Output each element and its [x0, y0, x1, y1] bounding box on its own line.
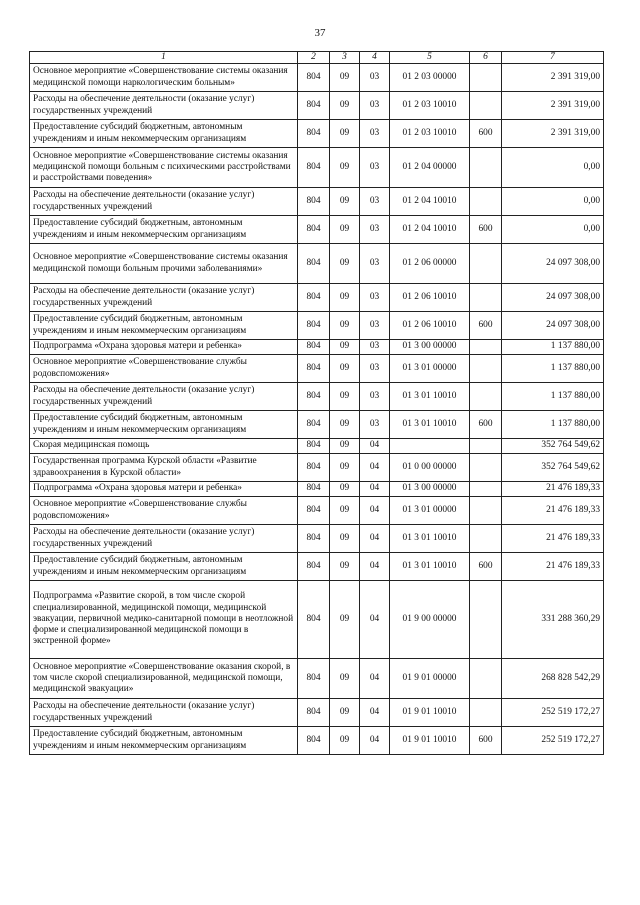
row-type-cell — [470, 148, 502, 188]
row-subsection-cell: 04 — [360, 699, 390, 727]
row-sum-cell: 0,00 — [502, 216, 604, 244]
row-subsection-cell: 03 — [360, 355, 390, 383]
table-row — [30, 581, 604, 659]
column-header-name: 1 — [30, 52, 298, 64]
row-type-cell — [470, 497, 502, 525]
row-sum-cell: 2 391 319,00 — [502, 120, 604, 148]
row-name-cell: Скорая медицинская помощь — [30, 439, 298, 454]
row-type-cell: 600 — [470, 120, 502, 148]
row-ministry-cell: 804 — [298, 497, 330, 525]
row-section-cell: 09 — [330, 439, 360, 454]
row-target-cell: 01 2 06 10010 — [390, 312, 470, 340]
row-subsection-cell: 03 — [360, 92, 390, 120]
row-target-cell: 01 0 00 00000 — [390, 454, 470, 482]
table-row — [30, 216, 604, 244]
row-sum-cell: 252 519 172,27 — [502, 727, 604, 755]
row-target-cell: 01 3 01 00000 — [390, 497, 470, 525]
row-sum-cell: 0,00 — [502, 148, 604, 188]
row-section-cell: 09 — [330, 482, 360, 497]
row-name-cell: Подпрограмма «Охрана здоровья матери и ребенка» — [30, 340, 298, 355]
row-sum-cell: 21 476 189,33 — [502, 482, 604, 497]
row-ministry-cell: 804 — [298, 64, 330, 92]
row-ministry-cell: 804 — [298, 148, 330, 188]
row-section-cell: 09 — [330, 355, 360, 383]
row-subsection-cell: 03 — [360, 244, 390, 284]
row-subsection-cell: 03 — [360, 216, 390, 244]
column-header-subsection: 4 — [360, 52, 390, 64]
row-type-cell — [470, 284, 502, 312]
row-sum-cell: 268 828 542,29 — [502, 659, 604, 699]
row-sum-cell: 2 391 319,00 — [502, 64, 604, 92]
row-target-cell: 01 9 01 00000 — [390, 659, 470, 699]
row-name-cell: Расходы на обеспечение деятельности (оказание услуг) государственных учреждений — [30, 188, 298, 216]
row-type-cell — [470, 659, 502, 699]
row-ministry-cell: 804 — [298, 244, 330, 284]
row-target-cell: 01 2 06 10010 — [390, 284, 470, 312]
row-ministry-cell: 804 — [298, 284, 330, 312]
row-subsection-cell: 03 — [360, 188, 390, 216]
row-sum-cell: 252 519 172,27 — [502, 699, 604, 727]
table-row — [30, 699, 604, 727]
table-row — [30, 727, 604, 755]
row-target-cell: 01 2 04 10010 — [390, 188, 470, 216]
row-name-cell: Предоставление субсидий бюджетным, автономным учреждениям и иным некоммерческим организациям — [30, 216, 298, 244]
row-section-cell: 09 — [330, 244, 360, 284]
row-sum-cell: 24 097 308,00 — [502, 284, 604, 312]
row-sum-cell: 1 137 880,00 — [502, 340, 604, 355]
row-section-cell: 09 — [330, 553, 360, 581]
row-ministry-cell: 804 — [298, 482, 330, 497]
row-type-cell — [470, 188, 502, 216]
row-ministry-cell: 804 — [298, 581, 330, 659]
row-target-cell: 01 9 01 10010 — [390, 727, 470, 755]
row-ministry-cell: 804 — [298, 216, 330, 244]
row-sum-cell: 24 097 308,00 — [502, 312, 604, 340]
row-ministry-cell: 804 — [298, 454, 330, 482]
table-row — [30, 312, 604, 340]
row-ministry-cell: 804 — [298, 727, 330, 755]
row-target-cell: 01 9 01 10010 — [390, 699, 470, 727]
row-subsection-cell: 04 — [360, 553, 390, 581]
row-type-cell — [470, 64, 502, 92]
table-row — [30, 497, 604, 525]
row-subsection-cell: 03 — [360, 148, 390, 188]
row-target-cell: 01 3 00 00000 — [390, 340, 470, 355]
row-section-cell: 09 — [330, 699, 360, 727]
row-target-cell: 01 2 03 00000 — [390, 64, 470, 92]
row-subsection-cell: 03 — [360, 411, 390, 439]
table-row — [30, 244, 604, 284]
row-name-cell: Основное мероприятие «Совершенствование оказания скорой, в том числе скорой специализированной, медицинской помощи, медицинской эвакуации» — [30, 659, 298, 699]
row-type-cell — [470, 355, 502, 383]
row-subsection-cell: 04 — [360, 525, 390, 553]
row-name-cell: Основное мероприятие «Совершенствование службы родовспоможения» — [30, 497, 298, 525]
row-section-cell: 09 — [330, 188, 360, 216]
row-ministry-cell: 804 — [298, 439, 330, 454]
row-section-cell: 09 — [330, 64, 360, 92]
row-section-cell: 09 — [330, 92, 360, 120]
row-target-cell: 01 9 00 00000 — [390, 581, 470, 659]
row-name-cell: Расходы на обеспечение деятельности (оказание услуг) государственных учреждений — [30, 383, 298, 411]
row-sum-cell: 21 476 189,33 — [502, 553, 604, 581]
row-sum-cell: 0,00 — [502, 188, 604, 216]
row-type-cell — [470, 482, 502, 497]
row-name-cell: Расходы на обеспечение деятельности (оказание услуг) государственных учреждений — [30, 699, 298, 727]
column-header-ministry: 2 — [298, 52, 330, 64]
table-row — [30, 92, 604, 120]
row-ministry-cell: 804 — [298, 92, 330, 120]
table-row — [30, 525, 604, 553]
row-subsection-cell: 04 — [360, 497, 390, 525]
column-header-type: 6 — [470, 52, 502, 64]
table-row — [30, 383, 604, 411]
row-sum-cell: 2 391 319,00 — [502, 92, 604, 120]
row-subsection-cell: 04 — [360, 454, 390, 482]
row-type-cell — [470, 581, 502, 659]
row-subsection-cell: 03 — [360, 120, 390, 148]
table-row — [30, 64, 604, 92]
table-row — [30, 340, 604, 355]
row-section-cell: 09 — [330, 581, 360, 659]
table-row — [30, 482, 604, 497]
row-type-cell — [470, 244, 502, 284]
row-section-cell: 09 — [330, 216, 360, 244]
table-row — [30, 439, 604, 454]
table-header-row — [30, 52, 604, 64]
row-ministry-cell: 804 — [298, 553, 330, 581]
table-row — [30, 188, 604, 216]
row-subsection-cell: 04 — [360, 581, 390, 659]
row-name-cell: Основное мероприятие «Совершенствование службы родовспоможения» — [30, 355, 298, 383]
row-target-cell: 01 3 01 10010 — [390, 383, 470, 411]
column-header-sum: 7 — [502, 52, 604, 64]
row-target-cell: 01 3 00 00000 — [390, 482, 470, 497]
row-name-cell: Расходы на обеспечение деятельности (оказание услуг) государственных учреждений — [30, 525, 298, 553]
row-target-cell: 01 2 04 00000 — [390, 148, 470, 188]
row-section-cell: 09 — [330, 497, 360, 525]
table-row — [30, 120, 604, 148]
row-sum-cell: 24 097 308,00 — [502, 244, 604, 284]
row-subsection-cell: 04 — [360, 439, 390, 454]
row-name-cell: Предоставление субсидий бюджетным, автономным учреждениям и иным некоммерческим организациям — [30, 312, 298, 340]
row-name-cell: Основное мероприятие «Совершенствование системы оказания медицинской помощи больным с психическими расстройствами и расстройствами поведения» — [30, 148, 298, 188]
row-section-cell: 09 — [330, 411, 360, 439]
row-section-cell: 09 — [330, 659, 360, 699]
budget-table — [29, 51, 604, 755]
column-header-target: 5 — [390, 52, 470, 64]
row-name-cell: Основное мероприятие «Совершенствование системы оказания медицинской помощи больным прочими заболеваниями» — [30, 244, 298, 284]
row-target-cell: 01 3 01 00000 — [390, 355, 470, 383]
row-name-cell: Предоставление субсидий бюджетным, автономным учреждениям и иным некоммерческим организациям — [30, 727, 298, 755]
row-target-cell: 01 3 01 10010 — [390, 411, 470, 439]
row-subsection-cell: 03 — [360, 340, 390, 355]
row-ministry-cell: 804 — [298, 120, 330, 148]
table-row — [30, 553, 604, 581]
table-row — [30, 454, 604, 482]
row-ministry-cell: 804 — [298, 699, 330, 727]
row-section-cell: 09 — [330, 383, 360, 411]
row-sum-cell: 331 288 360,29 — [502, 581, 604, 659]
row-section-cell: 09 — [330, 148, 360, 188]
row-section-cell: 09 — [330, 312, 360, 340]
row-target-cell: 01 2 06 00000 — [390, 244, 470, 284]
row-type-cell — [470, 439, 502, 454]
row-type-cell: 600 — [470, 411, 502, 439]
row-name-cell: Расходы на обеспечение деятельности (оказание услуг) государственных учреждений — [30, 284, 298, 312]
row-name-cell: Предоставление субсидий бюджетным, автономным учреждениям и иным некоммерческим организациям — [30, 411, 298, 439]
page-number: 37 — [314, 27, 326, 39]
row-type-cell: 600 — [470, 312, 502, 340]
row-subsection-cell: 03 — [360, 312, 390, 340]
row-ministry-cell: 804 — [298, 355, 330, 383]
row-ministry-cell: 804 — [298, 525, 330, 553]
row-type-cell — [470, 525, 502, 553]
row-target-cell: 01 2 04 10010 — [390, 216, 470, 244]
row-subsection-cell: 03 — [360, 64, 390, 92]
row-type-cell — [470, 340, 502, 355]
row-sum-cell: 21 476 189,33 — [502, 525, 604, 553]
row-sum-cell: 352 764 549,62 — [502, 454, 604, 482]
row-name-cell: Подпрограмма «Охрана здоровья матери и ребенка» — [30, 482, 298, 497]
row-section-cell: 09 — [330, 454, 360, 482]
row-subsection-cell: 03 — [360, 284, 390, 312]
row-sum-cell: 21 476 189,33 — [502, 497, 604, 525]
row-section-cell: 09 — [330, 120, 360, 148]
row-sum-cell: 1 137 880,00 — [502, 411, 604, 439]
row-type-cell: 600 — [470, 216, 502, 244]
row-ministry-cell: 804 — [298, 383, 330, 411]
row-ministry-cell: 804 — [298, 659, 330, 699]
row-target-cell: 01 3 01 10010 — [390, 553, 470, 581]
row-subsection-cell: 03 — [360, 383, 390, 411]
row-name-cell: Предоставление субсидий бюджетным, автономным учреждениям и иным некоммерческим организациям — [30, 120, 298, 148]
row-name-cell: Предоставление субсидий бюджетным, автономным учреждениям и иным некоммерческим организациям — [30, 553, 298, 581]
row-type-cell — [470, 699, 502, 727]
row-target-cell — [390, 439, 470, 454]
row-subsection-cell: 04 — [360, 659, 390, 699]
row-sum-cell: 352 764 549,62 — [502, 439, 604, 454]
row-type-cell: 600 — [470, 553, 502, 581]
table-row — [30, 659, 604, 699]
row-subsection-cell: 04 — [360, 727, 390, 755]
row-section-cell: 09 — [330, 284, 360, 312]
column-header-section: 3 — [330, 52, 360, 64]
row-target-cell: 01 2 03 10010 — [390, 120, 470, 148]
row-type-cell — [470, 454, 502, 482]
row-ministry-cell: 804 — [298, 188, 330, 216]
row-section-cell: 09 — [330, 340, 360, 355]
row-target-cell: 01 2 03 10010 — [390, 92, 470, 120]
row-name-cell: Подпрограмма «Развитие скорой, в том числе скорой специализированной, медицинской помощи, медицинской эвакуации, первичной медико-санитарной помощи в неотложной форме и специализированной медицинской помощи в экстренной форме» — [30, 581, 298, 659]
table-row — [30, 148, 604, 188]
row-subsection-cell: 04 — [360, 482, 390, 497]
row-target-cell: 01 3 01 10010 — [390, 525, 470, 553]
row-sum-cell: 1 137 880,00 — [502, 355, 604, 383]
row-sum-cell: 1 137 880,00 — [502, 383, 604, 411]
table-row — [30, 284, 604, 312]
row-name-cell: Государственная программа Курской области «Развитие здравоохранения в Курской области» — [30, 454, 298, 482]
row-section-cell: 09 — [330, 727, 360, 755]
row-name-cell: Основное мероприятие «Совершенствование системы оказания медицинской помощи наркологическим больным» — [30, 64, 298, 92]
row-section-cell: 09 — [330, 525, 360, 553]
row-name-cell: Расходы на обеспечение деятельности (оказание услуг) государственных учреждений — [30, 92, 298, 120]
row-ministry-cell: 804 — [298, 411, 330, 439]
row-ministry-cell: 804 — [298, 312, 330, 340]
table-row — [30, 411, 604, 439]
row-type-cell — [470, 383, 502, 411]
row-type-cell — [470, 92, 502, 120]
row-type-cell: 600 — [470, 727, 502, 755]
table-row — [30, 355, 604, 383]
row-ministry-cell: 804 — [298, 340, 330, 355]
